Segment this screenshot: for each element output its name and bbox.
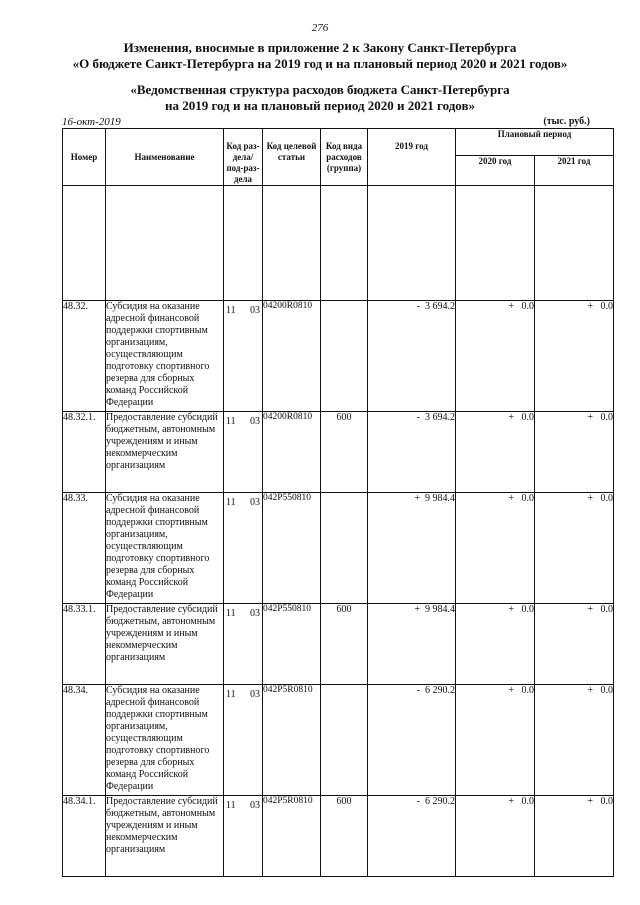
row-prz: 03 <box>250 305 260 316</box>
row-amount-2019: - 3 694.2 <box>368 412 456 493</box>
header-row <box>63 129 614 156</box>
header-csr: Код целевой статьи <box>263 129 321 186</box>
row-csr: 042P550810 <box>263 604 321 685</box>
budget-table <box>62 128 614 877</box>
row-razdel <box>224 604 263 685</box>
row-razdel <box>224 796 263 877</box>
subtitle-line-1: «Ведомственная структура расходов бюджета Санкт-Петербурга <box>130 82 510 97</box>
row-amount-2020: + 0.0 <box>456 796 535 877</box>
row-amount-2019: - 6 290.2 <box>368 796 456 877</box>
row-rz: 11 <box>226 416 236 427</box>
row-vr <box>321 301 368 412</box>
row-amount-2021: + 0.0 <box>535 604 614 685</box>
header-spacer-row <box>63 186 614 301</box>
row-amount-2020: + 0.0 <box>456 685 535 796</box>
header-vr: Код вида расходов (группа) <box>321 129 368 186</box>
row-amount-2019: + 9 984.4 <box>368 604 456 685</box>
table-row <box>63 685 614 796</box>
title-line-2: «О бюджете Санкт-Петербурга на 2019 год и на плановый период 2020 и 2021 годов» <box>72 56 568 71</box>
row-name: Предоставление субсидий бюджетным, автономным учреждениям и иным некоммерческим организациям <box>106 412 224 493</box>
header-number: Номер <box>63 129 106 186</box>
subtitle-line-2: на 2019 год и на плановый период 2020 и 2021 годов» <box>164 98 475 113</box>
row-amount-2021: + 0.0 <box>535 685 614 796</box>
table-row <box>63 493 614 604</box>
title-line-1: Изменения, вносимые в приложение 2 к Закону Санкт-Петербурга <box>123 40 517 55</box>
row-vr: 600 <box>321 796 368 877</box>
row-amount-2020: + 0.0 <box>456 412 535 493</box>
row-prz: 03 <box>250 497 260 508</box>
row-number: 48.32. <box>63 301 106 412</box>
row-name: Предоставление субсидий бюджетным, автономным учреждениям и иным некоммерческим организациям <box>106 604 224 685</box>
row-csr: 042P5R0810 <box>263 796 321 877</box>
row-csr: 04200R0810 <box>263 412 321 493</box>
document-title <box>0 40 640 72</box>
row-vr: 600 <box>321 412 368 493</box>
document-subtitle <box>0 82 640 114</box>
row-rz: 11 <box>226 608 236 619</box>
row-number: 48.32.1. <box>63 412 106 493</box>
row-csr: 04200R0810 <box>263 301 321 412</box>
row-prz: 03 <box>250 800 260 811</box>
row-amount-2020: + 0.0 <box>456 493 535 604</box>
row-amount-2020: + 0.0 <box>456 604 535 685</box>
row-amount-2019: + 9 984.4 <box>368 493 456 604</box>
row-rz: 11 <box>226 689 236 700</box>
row-razdel <box>224 412 263 493</box>
row-prz: 03 <box>250 608 260 619</box>
row-amount-2021: + 0.0 <box>535 412 614 493</box>
units-label: (тыс. руб.) <box>543 116 590 127</box>
row-name: Предоставление субсидий бюджетным, автономным учреждениям и иным некоммерческим организациям <box>106 796 224 877</box>
row-amount-2019: - 3 694.2 <box>368 301 456 412</box>
row-vr <box>321 685 368 796</box>
row-amount-2021: + 0.0 <box>535 796 614 877</box>
table-row <box>63 604 614 685</box>
row-csr: 042P550810 <box>263 493 321 604</box>
row-rz: 11 <box>226 305 236 316</box>
row-name: Субсидия на оказание адресной финансовой поддержки спортивным организациям, осуществляющим подготовку спортивного резерва для сборных команд Российской Федерации <box>106 493 224 604</box>
row-name: Субсидия на оказание адресной финансовой поддержки спортивным организациям, осуществляющим подготовку спортивного резерва для сборных команд Российской Федерации <box>106 685 224 796</box>
row-rz: 11 <box>226 800 236 811</box>
header-2021: 2021 год <box>535 155 614 186</box>
row-vr <box>321 493 368 604</box>
row-prz: 03 <box>250 416 260 427</box>
row-prz: 03 <box>250 689 260 700</box>
header-2019: 2019 год <box>368 129 456 186</box>
row-rz: 11 <box>226 497 236 508</box>
row-number: 48.33.1. <box>63 604 106 685</box>
header-name: Наименование <box>106 129 224 186</box>
page-number: 276 <box>311 22 329 34</box>
table-row <box>63 412 614 493</box>
header-razdel: Код раз-дела/ под-раз-дела <box>224 129 263 186</box>
table-row <box>63 301 614 412</box>
header-plan-period: Плановый период <box>456 129 614 156</box>
row-razdel <box>224 493 263 604</box>
row-amount-2021: + 0.0 <box>535 301 614 412</box>
row-vr: 600 <box>321 604 368 685</box>
table-row <box>63 796 614 877</box>
row-csr: 042P5R0810 <box>263 685 321 796</box>
row-number: 48.34. <box>63 685 106 796</box>
row-amount-2019: - 6 290.2 <box>368 685 456 796</box>
row-amount-2021: + 0.0 <box>535 493 614 604</box>
row-number: 48.33. <box>63 493 106 604</box>
row-amount-2020: + 0.0 <box>456 301 535 412</box>
header-2020: 2020 год <box>456 155 535 186</box>
row-razdel <box>224 301 263 412</box>
row-name: Субсидия на оказание адресной финансовой поддержки спортивным организациям, осуществляющим подготовку спортивного резерва для сборных команд Российской Федерации <box>106 301 224 412</box>
row-number: 48.34.1. <box>63 796 106 877</box>
row-razdel <box>224 685 263 796</box>
document-date: 16-окт-2019 <box>62 116 121 128</box>
